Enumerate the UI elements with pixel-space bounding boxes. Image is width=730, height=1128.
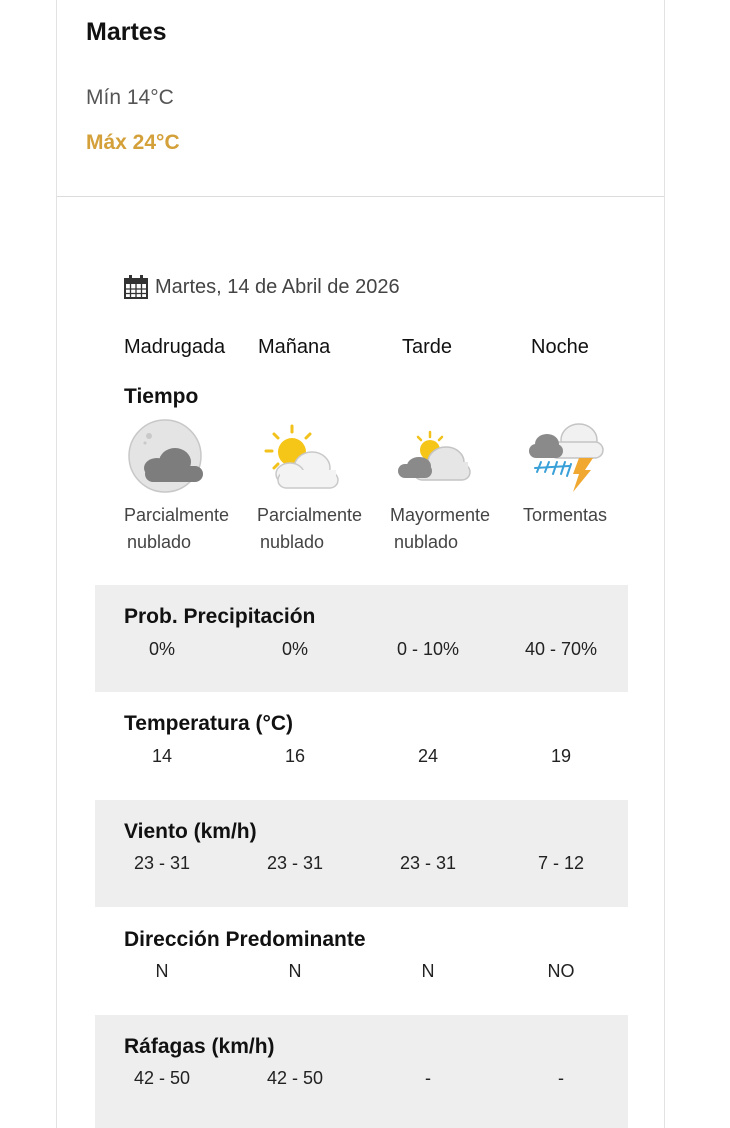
forecast-card [56, 0, 665, 1128]
period-manana: Mañana [258, 336, 331, 358]
period-madrugada: Madrugada [124, 336, 226, 358]
weather-desc-tarde: Mayormente nublado [390, 505, 491, 552]
gust-value: - [425, 1068, 431, 1088]
temp-value: 14 [151, 746, 173, 766]
precip-value: 40 - 70% [524, 639, 598, 659]
direction-value: NO [547, 961, 575, 981]
tiempo-title: Tiempo [124, 385, 199, 408]
precip-value: 0% [281, 639, 308, 659]
gust-value: 42 - 50 [133, 1068, 191, 1088]
direction-value: N [421, 961, 435, 981]
wind-value: 23 - 31 [133, 853, 191, 873]
period-tarde: Tarde [402, 336, 453, 358]
temp-value: 24 [417, 746, 439, 766]
forecast-date [123, 274, 400, 300]
wind-value: 23 - 31 [399, 853, 457, 873]
gust-value: 42 - 50 [266, 1068, 324, 1088]
gust-title: Ráfagas (km/h) [124, 1035, 275, 1058]
sun-cloud-icon [260, 418, 340, 498]
temp-value: 19 [550, 746, 572, 766]
weather-desc-manana: Parcialmente nublado [257, 505, 363, 552]
direction-value: N [288, 961, 302, 981]
date-text: Martes, 14 de Abril de 2026 [155, 275, 400, 298]
direction-value: N [155, 961, 169, 981]
wind-value: 23 - 31 [266, 853, 324, 873]
temp-title: Temperatura (°C) [124, 712, 294, 735]
precip-value: 0 - 10% [396, 639, 460, 659]
precip-value: 0% [148, 639, 175, 659]
precip-title: Prob. Precipitación [124, 605, 316, 628]
max-temperature: Máx 24°C [86, 131, 180, 154]
temp-value: 16 [284, 746, 306, 766]
thunderstorm-icon [527, 418, 607, 498]
min-temperature: Mín 14°C [86, 86, 174, 109]
period-noche: Noche [531, 336, 589, 358]
day-title: Martes [86, 18, 167, 46]
calendar-icon [123, 274, 149, 300]
weather-desc-madrugada: Parcialmente nublado [124, 505, 230, 552]
weather-desc-noche: Tormentas [523, 505, 608, 525]
gust-value: - [558, 1068, 564, 1088]
moon-cloud-icon [127, 418, 207, 498]
wind-title: Viento (km/h) [124, 820, 257, 843]
sun-behind-cloud-icon [394, 418, 474, 498]
direction-title: Dirección Predominante [124, 928, 366, 951]
wind-value: 7 - 12 [537, 853, 585, 873]
day-summary [57, 0, 664, 197]
